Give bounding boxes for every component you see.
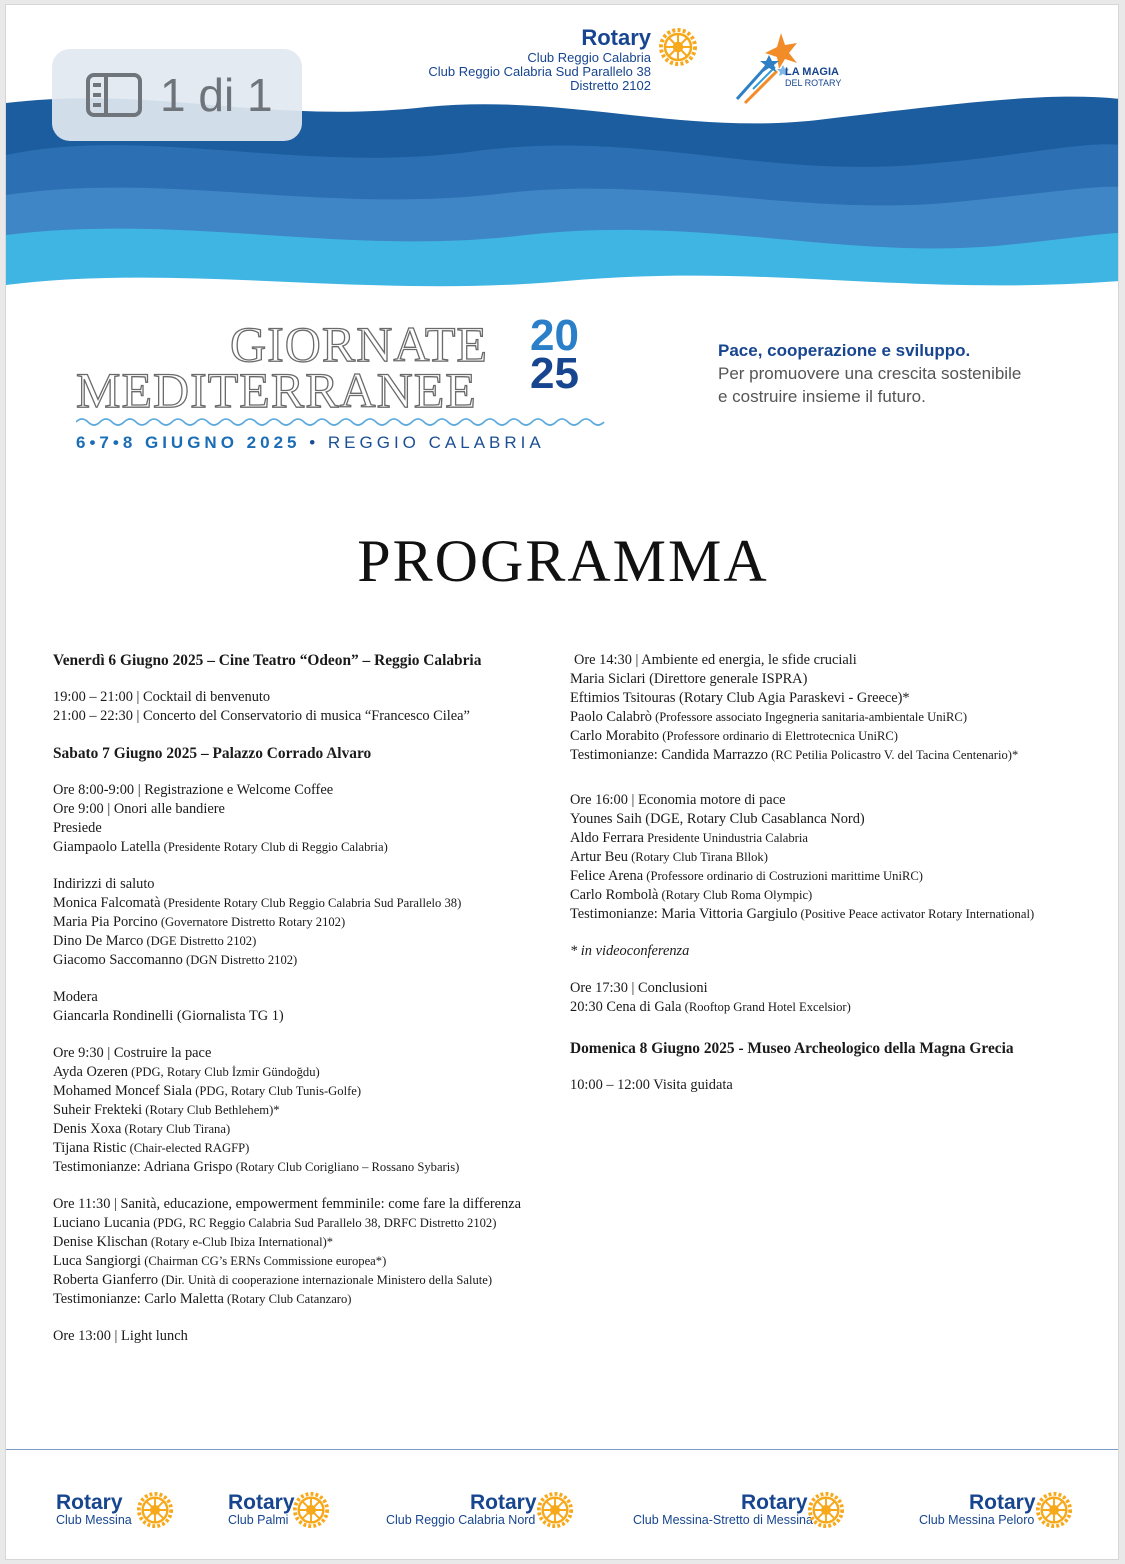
tagline-line1: Per promuovere una crescita sostenibile: [718, 364, 1022, 383]
club-line-1: Club Reggio Calabria: [527, 50, 651, 65]
video-note: * in videoconferenza: [570, 943, 690, 959]
event-year-top: 20: [530, 311, 579, 360]
peace-speaker-4: Denis Xoxa (Rotary Club Tirana): [53, 1121, 231, 1137]
sponsor-club-messina-peloro: Rotary Club Messina Peloro: [919, 1491, 1079, 1527]
program-right-column: [570, 651, 1090, 1095]
peace-testimony: Testimonianze: Adriana Grispo (Rotary Club Corigliano – Rossano Sybaris): [53, 1159, 460, 1175]
sponsor-club-messina: Rotary Club Messina: [56, 1491, 186, 1527]
sidebar-pages-icon: [86, 73, 142, 117]
sponsor-club-palmi: Rotary Club Palmi: [228, 1491, 348, 1527]
peace-speaker-5: Tijana Ristic (Chair-elected RAGFP): [53, 1140, 250, 1156]
event-year: [530, 311, 579, 398]
eco-speaker-4: Felice Arena (Professore ordinario di Costruzioni marittime UniRC): [570, 868, 923, 884]
event-title-block: [70, 311, 630, 467]
event-title-line2: MEDITERRANEE: [76, 362, 477, 418]
magia-subtitle: DEL ROTARY: [785, 78, 842, 88]
env-speaker-2: Eftimios Tsitouras (Rotary Club Agia Paraskevi - Greece)*: [570, 690, 910, 706]
tagline-head: Pace, cooperazione e sviluppo.: [718, 341, 971, 360]
conclusions-item: Ore 17:30 | Conclusioni: [570, 980, 708, 996]
page-indicator-label: 1 di 1: [160, 69, 273, 121]
wave-underline-icon: [76, 415, 606, 429]
health-testimony: Testimonianze: Carlo Maletta (Rotary Club Catanzaro): [53, 1291, 352, 1307]
greetings-item-3: Dino De Marco (DGE Distretto 2102): [53, 933, 257, 949]
magia-title: LA MAGIA: [785, 66, 839, 78]
rotary-wheel-icon: [658, 27, 698, 67]
sunday-item-1: 10:00 – 12:00 Visita guidata: [570, 1077, 733, 1093]
program-title: PROGRAMMA: [357, 528, 769, 594]
saturday-item-1: Ore 8:00-9:00 | Registrazione e Welcome Coffee: [53, 782, 334, 798]
greetings-heading: Indirizzi di saluto: [53, 876, 155, 892]
env-speaker-4: Carlo Morabito (Professore ordinario di Elettrotecnica UniRC): [570, 728, 899, 744]
env-speaker-1: Maria Siclari (Direttore generale ISPRA): [570, 671, 808, 687]
rotary-club-logo: [426, 25, 696, 93]
event-days: 6•7•8 GIUGNO 2025: [76, 433, 301, 452]
eco-speaker-3: Artur Beu (Rotary Club Tirana Bllok): [570, 849, 768, 865]
tagline-line2: e costruire insieme il futuro.: [718, 387, 926, 406]
event-date-sep: •: [300, 433, 328, 452]
eco-testimony: Testimonianze: Maria Vittoria Gargiulo (Positive Peace activator Rotary International): [570, 906, 1035, 922]
session-economy-heading: Ore 16:00 | Economia motore di pace: [570, 792, 786, 808]
health-speaker-4: Roberta Gianferro (Dir. Unità di cooperazione internazionale Ministero della Salute): [53, 1272, 493, 1288]
moderator-name: Giancarla Rondinelli (Giornalista TG 1): [53, 1008, 284, 1024]
rotary-wheel-icon: [1035, 1491, 1073, 1529]
event-title-line1: GIORNATE: [230, 316, 488, 372]
rotary-wheel-icon: [536, 1491, 574, 1529]
program-left-column: [53, 651, 573, 1346]
saturday-item-3: Presiede: [53, 820, 102, 836]
gala-dinner-item: 20:30 Cena di Gala (Rooftop Grand Hotel Excelsior): [570, 999, 851, 1015]
friday-heading: Venerdì 6 Giugno 2025 – Cine Teatro “Odeon” – Reggio Calabria: [53, 652, 482, 669]
eco-speaker-2: Aldo Ferrara Presidente Unindustria Calabria: [570, 830, 808, 846]
session-peace-heading: Ore 9:30 | Costruire la pace: [53, 1045, 212, 1061]
greetings-item-1: Monica Falcomatà (Presidente Rotary Club Reggio Calabria Sud Parallelo 38): [53, 895, 462, 911]
club-line-2: Club Reggio Calabria Sud Parallelo 38: [428, 64, 651, 79]
friday-item-1: 19:00 – 21:00 | Cocktail di benvenuto: [53, 689, 271, 705]
session-health-heading: Ore 11:30 | Sanità, educazione, empowerment femminile: come fare la differenza: [53, 1196, 521, 1212]
env-speaker-3: Paolo Calabrò (Professore associato Ingegneria sanitaria-ambientale UniRC): [570, 709, 968, 725]
health-speaker-1: Luciano Lucania (PDG, RC Reggio Calabria Sud Parallelo 38, DRFC Distretto 2102): [53, 1215, 497, 1231]
rotary-wordmark: Rotary: [581, 25, 651, 51]
page-indicator[interactable]: [52, 49, 302, 141]
saturday-heading: Sabato 7 Giugno 2025 – Palazzo Corrado Alvaro: [53, 745, 372, 762]
club-line-3: Distretto 2102: [570, 78, 651, 93]
session-environment-heading: Ore 14:30 | Ambiente ed energia, le sfide cruciali: [574, 652, 857, 668]
event-year-bottom: 25: [530, 349, 579, 398]
eco-speaker-5: Carlo Rombolà (Rotary Club Roma Olympic): [570, 887, 813, 903]
document-page: [5, 4, 1119, 1560]
eco-speaker-1: Younes Saih (DGE, Rotary Club Casablanca Nord): [570, 811, 865, 827]
lunch-item: Ore 13:00 | Light lunch: [53, 1328, 188, 1344]
env-testimony: Testimonianze: Candida Marrazzo (RC Petilia Policastro V. del Tacina Centenario)*: [570, 747, 1019, 763]
health-speaker-2: Denise Klischan (Rotary e-Club Ibiza International)*: [53, 1234, 334, 1250]
peace-speaker-2: Mohamed Moncef Siala (PDG, Rotary Club Tunis-Golfe): [53, 1083, 362, 1099]
moderator-heading: Modera: [53, 989, 98, 1005]
friday-item-2: 21:00 – 22:30 | Concerto del Conservatorio di musica “Francesco Cilea”: [53, 708, 470, 724]
saturday-item-4: Giampaolo Latella (Presidente Rotary Club di Reggio Calabria): [53, 839, 388, 855]
rotary-wheel-icon: [136, 1491, 174, 1529]
peace-speaker-3: Suheir Frekteki (Rotary Club Bethlehem)*: [53, 1102, 280, 1118]
rotary-wheel-icon: [292, 1491, 330, 1529]
health-speaker-3: Luca Sangiorgi (Chairman CG’s ERNs Commissione europea*): [53, 1253, 387, 1269]
sponsor-club-messina-stretto: Rotary Club Messina-Stretto di Messina: [633, 1491, 843, 1527]
saturday-item-2: Ore 9:00 | Onori alle bandiere: [53, 801, 225, 817]
greetings-item-4: Giacomo Saccomanno (DGN Distretto 2102): [53, 952, 298, 968]
rotary-wheel-icon: [807, 1491, 845, 1529]
greetings-item-2: Maria Pia Porcino (Governatore Distretto Rotary 2102): [53, 914, 346, 930]
event-city: REGGIO CALABRIA: [327, 433, 545, 452]
sunday-heading: Domenica 8 Giugno 2025 - Museo Archeologico della Magna Grecia: [570, 1040, 1014, 1057]
footer-divider: [6, 1449, 1119, 1450]
sponsor-club-reggio-nord: Rotary Club Reggio Calabria Nord: [386, 1491, 576, 1527]
event-dates: [76, 433, 545, 453]
peace-speaker-1: Ayda Ozeren (PDG, Rotary Club İzmir Gündoğdu): [53, 1064, 320, 1080]
tagline: [718, 339, 1098, 408]
